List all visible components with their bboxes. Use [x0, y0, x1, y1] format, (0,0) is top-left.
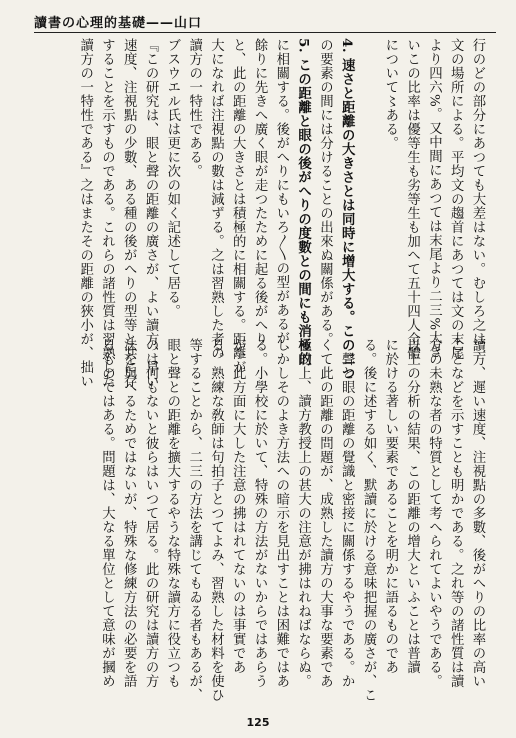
text-column: 行のどの部分にあつても大差はない。むしろ之は一 — [470, 38, 485, 360]
text-column: ことなどを示すことも明かである。之れ等の諸性質は讀 — [448, 338, 464, 688]
text-column: 等することから、二三の方法を講じてもゐる者もあるが、 — [186, 338, 202, 702]
text-column-spacer — [357, 38, 379, 330]
text-column: くて此の距離の問題が、成熟した讀方の大事な要素であ — [317, 338, 333, 688]
text-column: しかしそのよき方法への暗示を見出すことは困難ではあ — [273, 338, 289, 688]
text-column: の要素の間には分けることの出來ぬ關係がある。 — [317, 38, 333, 346]
text-column: より四六%。又中間にあつては末尾より二三%大き — [426, 38, 442, 359]
text-column: いこの比率は優等生も劣等生も加へて五十四人全體 — [404, 38, 420, 360]
text-column: 5. この距離と眼の後がへりの度數との間にも消極的 — [295, 38, 312, 367]
text-column: することを示すものである。これらの諸性質は習熟した — [99, 38, 115, 388]
text-column: 讀方の一特性である。 — [186, 38, 202, 178]
header-rule — [34, 32, 496, 33]
text-column: 方の未熟な者の特質として考へられてよいやうである。 — [426, 338, 442, 688]
text-column: 『この研究は、眼と聲の距離の廣さが、よい讀方、早い — [143, 38, 159, 388]
text-column: のは何もないと彼らはいつて居る。此の研究は讀方の方 — [143, 338, 159, 688]
text-column: 法を與へるためではないが、特殊な修練方法の必要を語 — [121, 338, 137, 688]
top-text-block — [12, 38, 488, 388]
text-column: る。熟練な敎師は句拍子とつてよみ、習熟した材料を使ひ — [208, 338, 224, 702]
text-column: 讀方、遲い速度、注視點の多數、後がへりの比率の高い — [470, 338, 485, 688]
text-column: る以上、讀方教授上の甚大の注意が拂はれねばならぬ。 — [295, 338, 311, 688]
text-column: が、此方面に大した注意の拂はれてないのは事實であ — [230, 338, 246, 674]
text-column: ブスウエル氏は更に次の如く記述して居る。 — [164, 38, 180, 318]
text-column: 以上の分析の結果、この距離の增大といふことは普讀 — [404, 338, 420, 674]
text-column: 文の場所による。平均文の趨首にあつては文の末尾 — [448, 38, 464, 360]
page-number: 125 — [246, 716, 270, 729]
text-column: と、此の距離の大きさとは積極的に相關する。距離が — [230, 38, 246, 374]
text-column: るものではある。問題は、大なる單位として意味が摑め — [99, 338, 115, 688]
text-column: 餘りに先きへ廣く眼が走つたために起る後がへり — [252, 38, 268, 346]
running-head: 讀書の心理的基礎——山口 — [34, 16, 203, 31]
bottom-text-block — [12, 338, 488, 702]
text-column: 讀方の一特性である』之はまたその距離の狹小が、拙い — [77, 38, 93, 388]
text-column: る。後に述する如く、默讀に於ける意味把握の廣さが、こ — [361, 338, 377, 702]
text-column: に相關する。後がへりにもいろ〳〵の型があるが、 — [273, 38, 289, 360]
text-column: について〻ある。 — [382, 38, 398, 150]
text-column: る。小學校に於いて、特殊の方法がないからではあらう — [252, 338, 268, 688]
text-column: 眼と聲との距離を擴大するやうな特殊な讀方に役立つも — [164, 338, 180, 688]
text-column: 4. 速さと距離の大きさとは同時に增大する。この二つ — [339, 38, 356, 381]
text-column: 速度、注視點の少數、ある種の後がへりの型等と共に存 — [121, 38, 137, 388]
text-column: に於ける著しい要素であることを明かに語るものであ — [382, 338, 398, 674]
text-column: の聲と眼の距離の覺識と密接に關係するやうである。か — [339, 338, 355, 688]
text-column: 大になれば注視點の數は減ずる。之は習熟した者の — [208, 38, 224, 360]
